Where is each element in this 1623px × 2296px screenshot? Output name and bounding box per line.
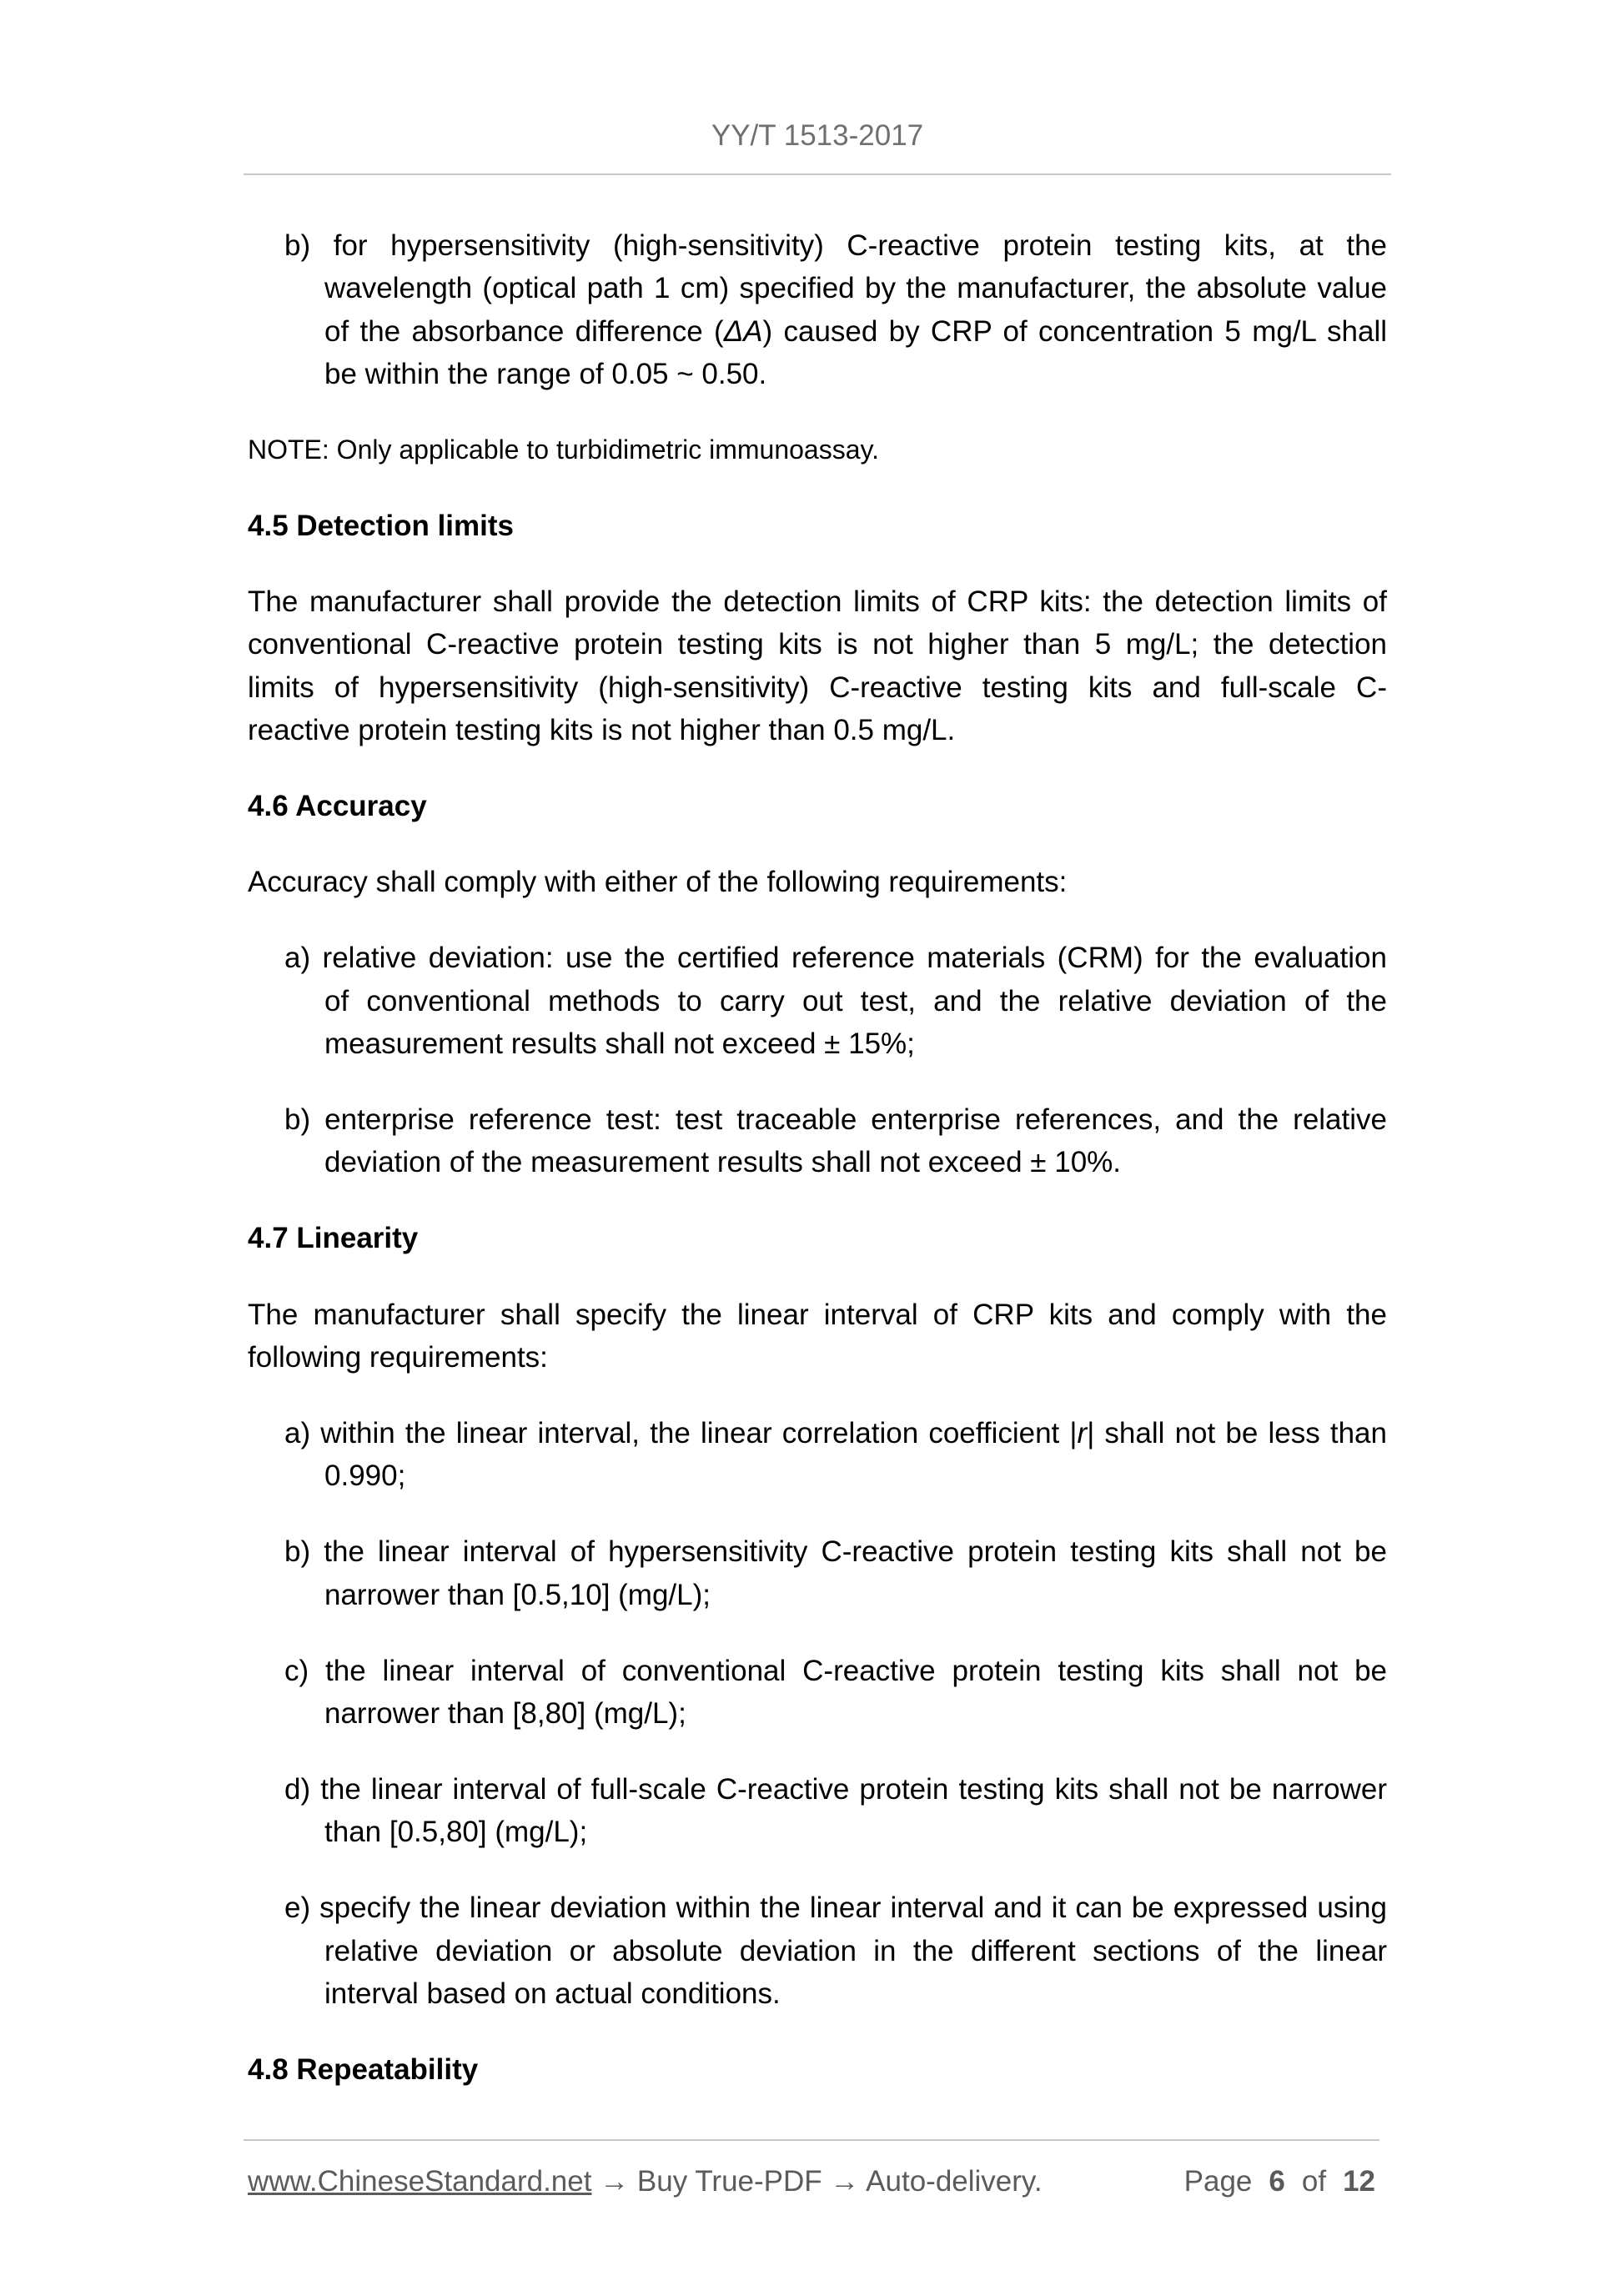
footer-promo [248,2161,1043,2203]
line-text: the linear interval of hypersensitivity C-reactive protein testing kits shall not be [324,1535,1387,1569]
page-footer [248,2161,1375,2203]
line-text: the linear interval of conventional C-reactive protein testing kits shall not be [325,1654,1387,1687]
item-label: d) [284,1773,311,1806]
text-line: following requirements: [248,1340,548,1374]
text-line: The manufacturer shall provide the detection limits of CRP kits: the detection limits of [248,585,1387,619]
clause-4-7-item-c [248,1650,1387,1736]
item-label: b) [284,229,311,262]
line-text: | shall not be less than [1087,1416,1387,1449]
heading-text: 4.5 Detection limits [248,510,514,543]
page-of-label: of [1301,2165,1327,2198]
text-line [284,1412,1387,1454]
symbol-delta-a: ΔA [723,314,763,348]
clause-heading-4-5 [248,505,1387,547]
line-text: ) caused by CRP of concentration 5 mg/L shall [762,314,1387,348]
line-text: within the linear interval, the linear correlation coefficient | [320,1416,1078,1449]
document-code-header: YY/T 1513-2017 [711,119,924,152]
item-label: b) [284,1535,311,1569]
text-line: 0.990; [324,1459,406,1493]
note [248,429,1387,471]
clause-4-7-item-a [248,1412,1387,1498]
item-label: a) [284,1416,311,1449]
clause-4-4-item-b [248,224,1387,395]
line-text: for hypersensitivity (high-sensitivity) C-reactive protein testing kits, at the [333,229,1387,262]
item-label: b) [284,1103,311,1137]
line-text: of the absorbance difference ( [324,314,724,348]
item-label: c) [284,1654,309,1687]
text-line [284,1098,1387,1141]
text-line [284,1768,1387,1811]
heading-text: 4.7 Linearity [248,1222,419,1255]
footer-rule [244,2139,1379,2141]
item-label: e) [284,1892,311,1925]
text-line: Accuracy shall comply with either of the following requirements: [248,866,1068,899]
page-indicator [1184,2161,1375,2203]
page-label: Page [1183,2165,1253,2198]
clause-4-7-item-b [248,1530,1387,1616]
line-text: specify the linear deviation within the linear interval and it can be expressed using [319,1892,1387,1925]
total-pages-number: 12 [1343,2165,1375,2198]
paragraph-4-5 [248,580,1387,751]
text-line: narrower than [8,80] (mg/L); [324,1696,686,1730]
heading-text: 4.8 Repeatability [248,2053,479,2087]
clause-4-6-item-a [248,937,1387,1065]
line-text: the linear interval of full-scale C-reactive protein testing kits shall not be narrower [320,1773,1387,1806]
text-line: measurement results shall not exceed ± 15%; [324,1027,915,1060]
symbol-r: r [1077,1416,1088,1449]
clause-4-7-item-e [248,1887,1387,2015]
text-line: interval based on actual conditions. [324,1977,781,2011]
text-line: deviation of the measurement results shall not exceed ± 10%. [324,1146,1122,1179]
text-line: conventional C-reactive protein testing kits is not higher than 5 mg/L; the detection [248,628,1387,661]
current-page-number: 6 [1269,2165,1285,2198]
text-line: narrower than [0.5,10] (mg/L); [324,1578,711,1611]
text-line: wavelength (optical path 1 cm) specified by the manufacturer, the absolute value [324,272,1387,305]
clause-heading-4-8 [248,2048,1387,2091]
text-line: reactive protein testing kits is not higher than 0.5 mg/L. [248,714,956,747]
line-text: relative deviation: use the certified reference materials (CRM) for the evaluation [322,942,1387,975]
clause-4-6-item-b [248,1098,1387,1184]
item-label: a) [284,942,311,975]
document-body [248,224,1387,2124]
clause-heading-4-6 [248,785,1387,827]
text-line: of conventional methods to carry out test, and the relative deviation of the [324,984,1387,1017]
heading-text: 4.6 Accuracy [248,790,427,823]
footer-tagline: → Buy True-PDF → Auto-delivery. [600,2165,1043,2198]
paragraph-4-7-intro [248,1294,1387,1379]
note-text: NOTE: Only applicable to turbidimetric immunoassay. [248,434,880,465]
text-line [284,1650,1387,1692]
clause-4-7-item-d [248,1768,1387,1854]
text-line [284,1887,1387,1929]
text-line: than [0.5,80] (mg/L); [324,1816,588,1849]
text-line: relative deviation or absolute deviation in the different sections of the linear [324,1934,1387,1967]
text-line [284,1530,1387,1573]
text-line [324,310,1387,353]
text-line [284,224,1387,267]
clause-heading-4-7 [248,1217,1387,1259]
text-line: be within the range of 0.05 ~ 0.50. [324,357,767,390]
paragraph-4-6-intro [248,861,1387,903]
line-text: enterprise reference test: test traceable enterprise references, and the relative [324,1103,1387,1137]
text-line [284,937,1387,979]
header-rule [244,173,1391,175]
text-line: limits of hypersensitivity (high-sensitivity) C-reactive testing kits and full-scale C- [248,671,1387,704]
text-line: The manufacturer shall specify the linear interval of CRP kits and comply with the [248,1298,1387,1331]
website-link[interactable]: www.ChineseStandard.net [248,2165,592,2198]
